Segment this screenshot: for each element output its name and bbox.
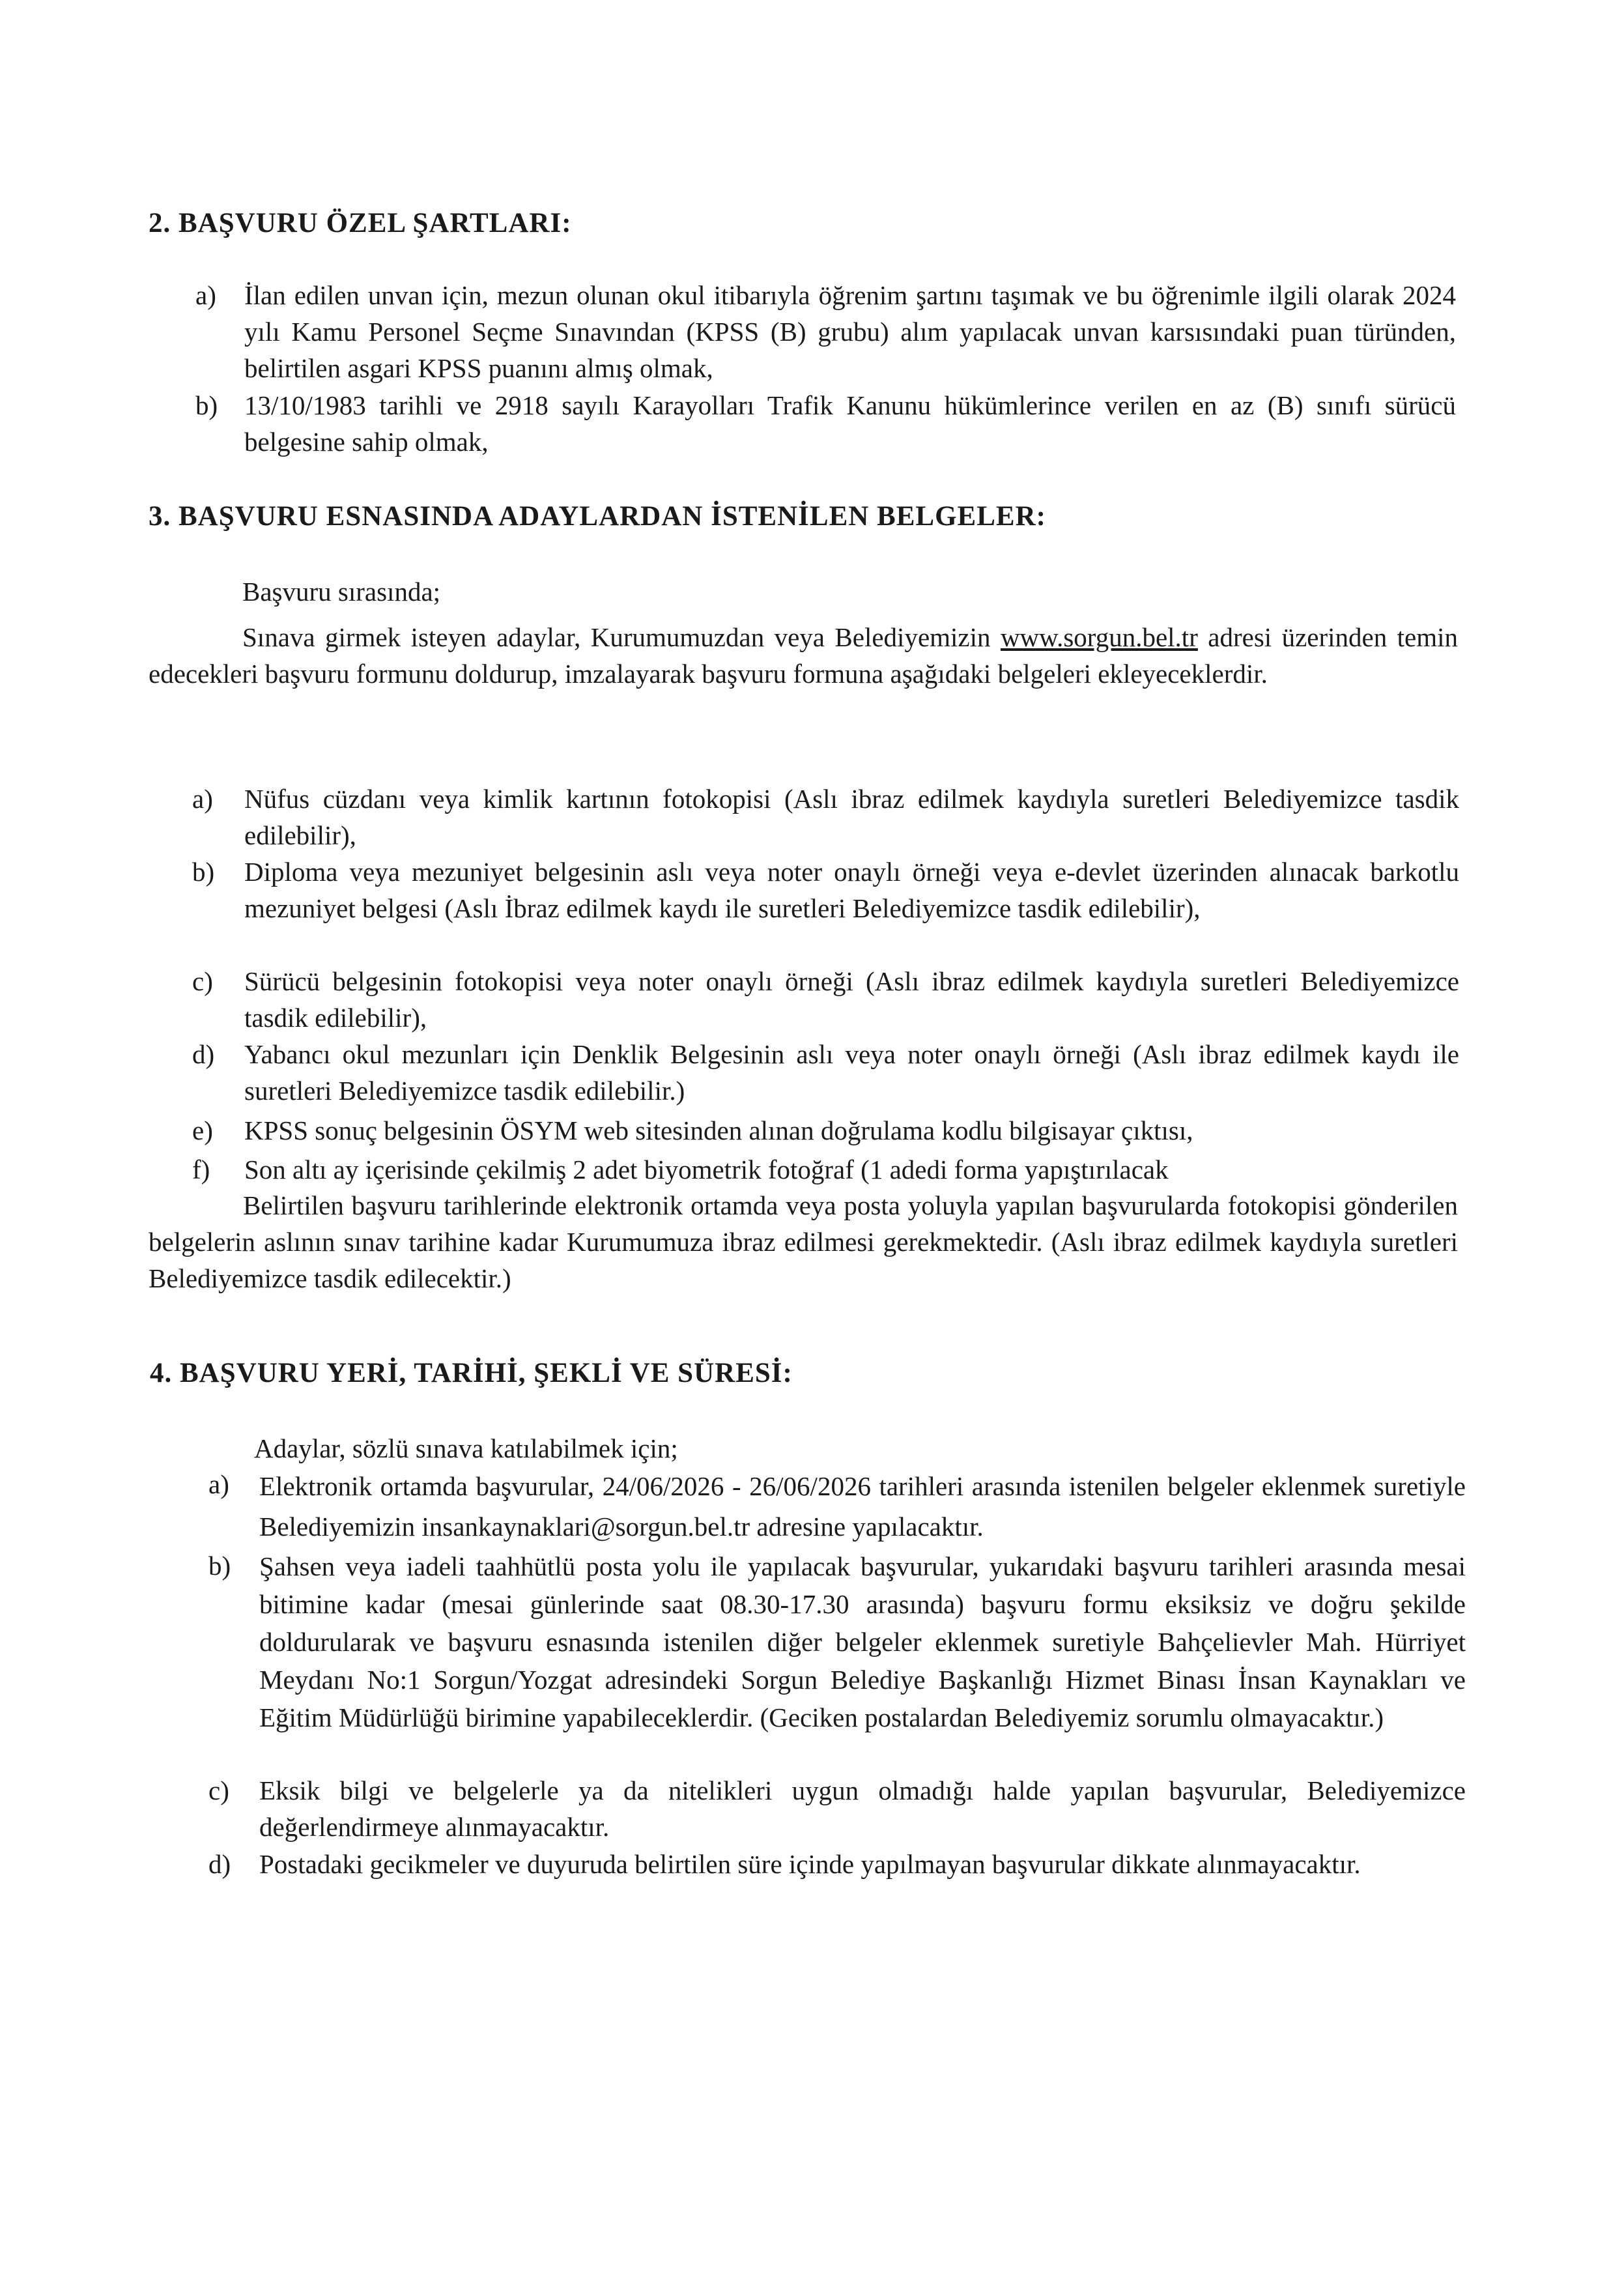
list-item-label: e) [192,1115,213,1145]
list-item [208,1547,1466,1782]
list-item-label: c) [208,1775,229,1805]
list-item-label: d) [192,1039,215,1069]
list-item-text: Sürücü belgesinin fotokopisi veya noter onaylı örneği (Aslı ibraz edilmek kaydıyla suretleri Belediyemizce tasdik edilebilir), [244,966,1459,1033]
list-item-label: b) [192,857,215,887]
list-item [192,963,1462,1041]
list-item-text: 13/10/1983 tarihli ve 2918 sayılı Karayolları Trafik Kanunu hükümlerince verilen en az (B) sınıfı sürücü belgesine sahip olmak, [244,390,1456,457]
list-item-text: Diploma veya mezuniyet belgesinin aslı veya noter onaylı örneği veya e-devlet üzerinden alınacak barkotlu mezuniyet belgesi (Aslı İbraz edilmek kaydı ile suretleri Belediyemizce tasdik edilebilir), [244,857,1459,923]
list-item-text: Elektronik ortamda başvurular, 24/06/2026 - 26/06/2026 tarihleri arasında istenilen belgeler eklenmek suretiyle Belediyemizin insankaynaklari@sorgun.bel.tr adresine yapılacaktır. [259,1471,1466,1542]
list-item-label: c) [192,966,213,996]
list-item-label: d) [208,1849,231,1879]
intro-text: Başvuru sırasında; [242,577,441,607]
intro-text: Sınava girmek isteyen adaylar, Kurumumuzdan veya Belediyemizin [242,622,1001,652]
list-item [192,781,1462,859]
list-item-text: İlan edilen unvan için, mezun olunan okul itibarıyla öğrenim şartını taşımak ve bu öğrenimle ilgili olarak 2024 yılı Kamu Personel Seçme Sınavından (KPSS (B) grubu) alım yapılacak unvan karsısındaki puan türünden, belirtilen asgari KPSS puanını almış olmak, [244,280,1456,383]
website-link[interactable]: www.sorgun.bel.tr [1000,622,1198,652]
section-heading-4: 4. BAŞVURU YERİ, TARİHİ, ŞEKLİ VE SÜRESİ: [150,1358,793,1388]
list-item [192,1112,1462,1151]
list-item [208,1466,1466,1544]
section-heading-2: 2. BAŞVURU ÖZEL ŞARTLARI: [149,208,572,238]
list-item-text: Nüfus cüzdanı veya kimlik kartının fotokopisi (Aslı ibraz edilmek kaydıyla suretleri Belediyemizce tasdik edilebilir), [244,784,1459,850]
list-item [192,1036,1462,1114]
list-item-label: a) [195,280,216,310]
list-item-text: Postadaki gecikmeler ve duyuruda belirtilen süre içinde yapılmayan başvurular dikkate alınmayacaktır. [259,1849,1361,1879]
list-item-text: Son altı ay içerisinde çekilmiş 2 adet biyometrik fotoğraf (1 adedi forma yapıştırılacak [244,1155,1169,1184]
intro-text: Adaylar, sözlü sınava katılabilmek için; [254,1433,678,1463]
list-item-label: b) [208,1551,231,1581]
list-item-text: Şahsen veya iadeli taahhütlü posta yolu ile yapılacak başvurular, yukarıdaki başvuru tarihleri arasında mesai bitimine kadar (mesai günlerinde saat 08.30-17.30 arasında) başvuru formu eksiksiz ve doğru şekilde doldurularak ve başvuru esnasında istenilen diğer belgeler eklenmek suretiyle Bahçelievler Mah. Hürriyet Meydanı No:1 Sorgun/Yozgat adresindeki Sorgun Belediye Başkanlığı Hizmet Binası İnsan Kaynakları ve Eğitim Müdürlüğü birimine yapabileceklerdir. (Geciken postalardan Belediyemiz sorumlu olmayacaktır.) [259,1551,1466,1732]
list-item-label: a) [192,784,213,814]
list-item-text: Yabancı okul mezunları için Denklik Belgesinin aslı veya noter onaylı örneği (Aslı ibraz edilmek kaydı ile suretleri Belediyemizce tasdik edilebilir.) [244,1039,1459,1106]
list-item-label: a) [208,1469,229,1499]
list-item [192,1151,1462,1190]
intro-paragraph [149,619,1458,692]
list-item-text: KPSS sonuç belgesinin ÖSYM web sitesinden alınan doğrulama kodlu bilgisayar çıktısı, [244,1115,1193,1145]
list-item-text: Eksik bilgi ve belgelerle ya da nitelikleri uygun olmadığı halde yapılan başvurular, Belediyemizce değerlendirmeye alınmayacaktır. [259,1775,1466,1842]
intro-text: adresi üzerinden temin edecekleri başvuru formunu doldurup, imzalayarak başvuru formuna aşağıdaki belgeleri ekleyeceklerdir. [149,622,1459,689]
list-item [208,1772,1466,1850]
list-item [195,387,1466,465]
list-item [192,854,1462,964]
list-item [208,1846,1466,1924]
section-heading-3: 3. BAŞVURU ESNASINDA ADAYLARDAN İSTENİLEN BELGELER: [149,501,1046,532]
list-item-label: b) [195,390,218,420]
list-item-label: f) [192,1155,210,1184]
closing-paragraph: Belirtilen başvuru tarihlerinde elektronik ortamda veya posta yoluyla yapılan başvurularda fotokopisi gönderilen belgelerin aslının sınav tarihine kadar Kurumumuza ibraz edilmesi gerekmektedir. (Aslı ibraz edilmek kaydıyla suretleri Belediyemizce tasdik edilecektir.) [149,1190,1458,1293]
